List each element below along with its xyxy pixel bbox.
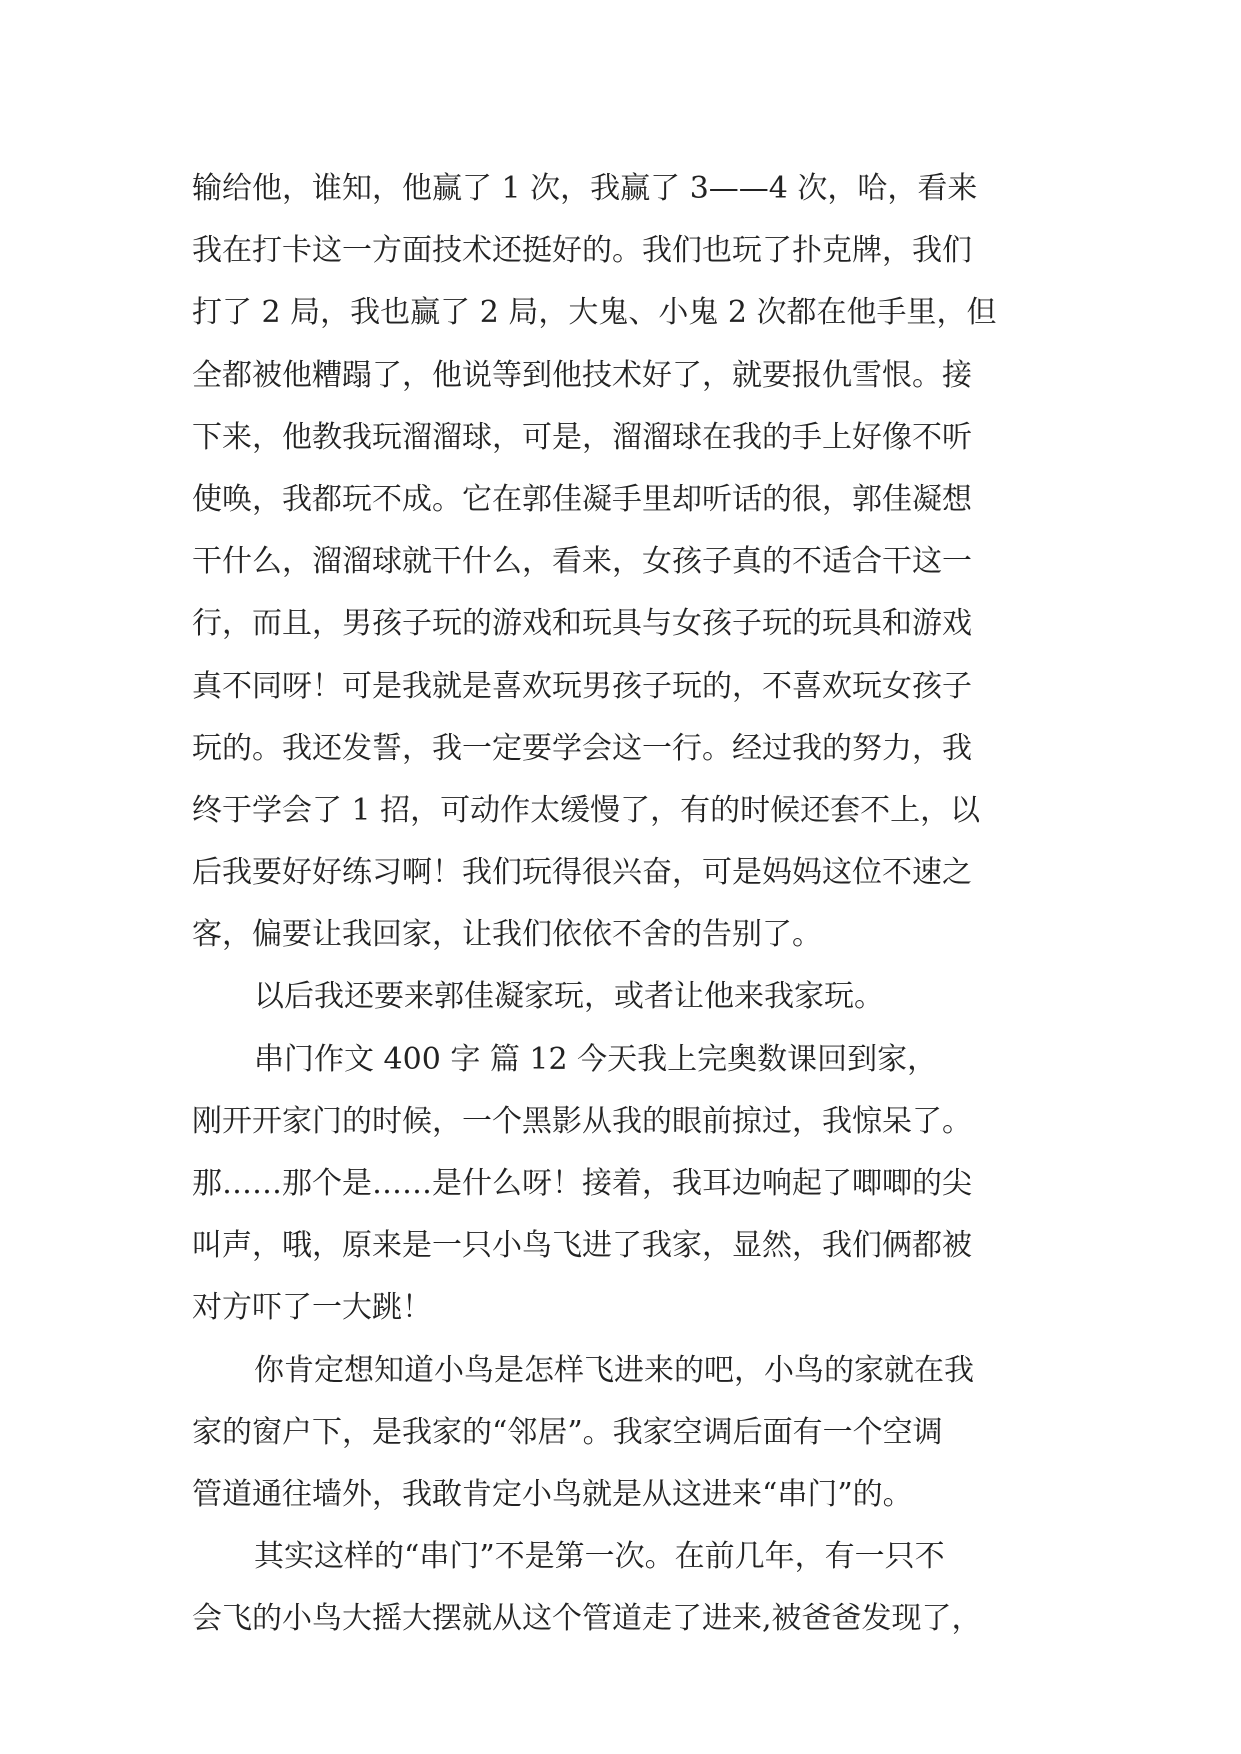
paragraph-start-line: 以后我还要来郭佳凝家玩，或者让他来我家玩。 [254, 979, 884, 1015]
text-line: 终于学会了 1 招，可动作太缓慢了，有的时候还套不上，以 [192, 792, 981, 828]
text-line: 行，而且，男孩子玩的游戏和玩具与女孩子玩的玩具和游戏 [192, 606, 972, 642]
text-line: 刚开开家门的时候，一个黑影从我的眼前掠过，我惊呆了。 [192, 1103, 972, 1139]
body-text [192, 158, 1072, 1651]
text-line: 后我要好好练习啊！我们玩得很兴奋，可是妈妈这位不速之 [192, 855, 972, 891]
text-line: 家的窗户下，是我家的“邻居”。我家空调后面有一个空调 [192, 1414, 943, 1450]
text-line: 叫声，哦，原来是一只小鸟飞进了我家，显然，我们俩都被 [192, 1228, 972, 1264]
text-line: 全都被他糟蹋了，他说等到他技术好了，就要报仇雪恨。接 [192, 357, 972, 393]
text-line: 管道通往墙外，我敢肯定小鸟就是从这进来“串门”的。 [192, 1476, 913, 1512]
paragraph-start-line: 你肯定想知道小鸟是怎样飞进来的吧，小鸟的家就在我 [254, 1352, 974, 1388]
text-line: 打了 2 局，我也赢了 2 局，大鬼、小鬼 2 次都在他手里，但 [192, 295, 997, 331]
text-line: 玩的。我还发誓，我一定要学会这一行。经过我的努力，我 [192, 730, 972, 766]
text-line: 干什么，溜溜球就干什么，看来，女孩子真的不适合干这一 [192, 544, 972, 580]
text-line: 对方吓了一大跳！ [192, 1290, 432, 1326]
text-line: 我在打卡这一方面技术还挺好的。我们也玩了扑克牌，我们 [192, 233, 972, 269]
text-line: 真不同呀！可是我就是喜欢玩男孩子玩的，不喜欢玩女孩子 [192, 668, 972, 704]
text-line: 使唤，我都玩不成。它在郭佳凝手里却听话的很，郭佳凝想 [192, 481, 972, 517]
text-line: 输给他，谁知，他赢了 1 次，我赢了 3——4 次，哈，看来 [192, 171, 978, 206]
section-heading-line: 串门作文 400 字 篇 12 今天我上完奥数课回到家， [254, 1041, 938, 1077]
text-line: 会飞的小鸟大摇大摆就从这个管道走了进来,被爸爸发现了， [192, 1601, 982, 1637]
text-line: 客，偏要让我回家，让我们依依不舍的告别了。 [192, 917, 822, 953]
paragraph-start-line: 其实这样的“串门”不是第一次。在前几年，有一只不 [254, 1539, 945, 1575]
text-line: 那……那个是……是什么呀！接着，我耳边响起了唧唧的尖 [192, 1166, 972, 1201]
text-line: 下来，他教我玩溜溜球，可是，溜溜球在我的手上好像不听 [192, 419, 972, 455]
